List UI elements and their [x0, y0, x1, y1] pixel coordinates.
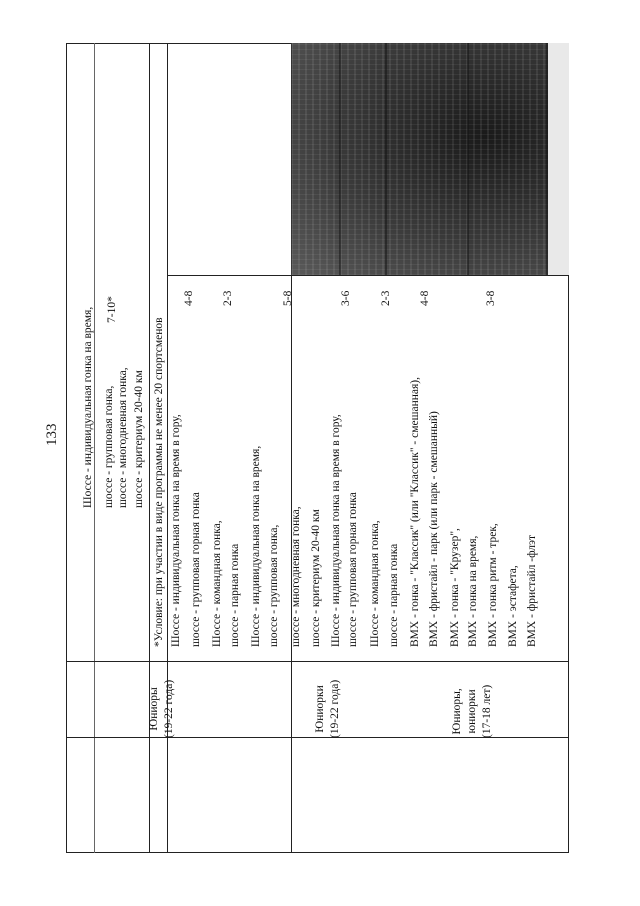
- table-cell-line: шоссе - групповая горная гонка: [190, 492, 202, 647]
- table-cell-line: ВМХ - фристайл -флэт: [526, 535, 538, 647]
- table-cell-value: 2-3: [222, 290, 234, 306]
- category-line: Юниоры: [148, 687, 160, 731]
- table-cell-line: Шоссе - индивидуальная гонка на время,: [250, 445, 262, 647]
- table-cell-line: шоссе - многодневная гонка,: [117, 367, 129, 508]
- category-line: Юниоры,: [451, 688, 463, 735]
- category-line: Юниорки: [314, 685, 326, 733]
- scan-grid-lines: [291, 43, 569, 275]
- table-cell-value: 7-10*: [106, 296, 118, 323]
- table-divider: [406, 275, 569, 276]
- table-cell-line: шоссе - многодневная гонка,: [290, 506, 302, 647]
- table-cell-value: 3-8: [485, 290, 497, 306]
- table-cell-line: Шоссе - индивидуальная гонка на время,: [82, 306, 94, 508]
- category-label: [147, 680, 177, 738]
- category-line: (19-22 года): [163, 679, 175, 738]
- table-cell-line: ВМХ - эстафета,: [507, 565, 519, 647]
- table-cell-line: ВМХ - фристайл - парк (или парк - смешанный): [428, 411, 440, 647]
- table-cell-line: Шоссе - индивидуальная гонка на время в гору,: [170, 414, 182, 647]
- table-cell-line: ВМХ - гонка на время,: [467, 535, 479, 647]
- table-cell-line: шоссе - групповая горная гонка: [347, 492, 359, 647]
- table-divider: [207, 275, 291, 276]
- table-cell-line: шоссе - групповая гонка,: [268, 524, 280, 647]
- table-cell-line: ВМХ - гонка - "Крузер",: [449, 528, 461, 647]
- table-cell-line: шоссе - критериум 20-40 км: [310, 509, 322, 647]
- table-cell-line: шоссе - критериум 20-40 км: [133, 370, 145, 508]
- table-cell-line: ВМХ - гонка ритм - трек,: [487, 523, 499, 647]
- table-cell-line: ВМХ - гонка - "Классик" (или "Классик" - смешанная),: [409, 377, 421, 647]
- table-cell-value: 5-8: [282, 290, 294, 306]
- table-cell-value: 4-8: [419, 290, 431, 306]
- table-divider: [66, 661, 569, 662]
- category-label: [313, 680, 343, 738]
- scan-artifact: [291, 43, 569, 275]
- table-cell-value: 2-3: [380, 290, 392, 306]
- table-cell-line: шоссе - групповая гонка,: [103, 385, 115, 508]
- table-cell-line: шоссе - парная гонка: [388, 543, 400, 647]
- table-cell-line: Шоссе - командная гонка,: [211, 520, 223, 647]
- category-line: юниорки: [466, 689, 478, 734]
- page-number: 133: [44, 423, 60, 446]
- table-cell-line: Шоссе - индивидуальная гонка на время в гору,: [330, 414, 342, 647]
- table-note: *Условие: при участии в виде программы не менее 20 спортсменов: [153, 317, 165, 647]
- table-cell-line: шоссе - парная гонка: [229, 543, 241, 647]
- category-line: (17-18 лет): [481, 684, 493, 738]
- table-cell-line: Шоссе - командная гонка,: [369, 520, 381, 647]
- category-label: [450, 685, 495, 738]
- table-cell-value: 4-8: [183, 290, 195, 306]
- category-line: (19-22 года): [329, 679, 341, 738]
- table-cell-value: 3-6: [340, 290, 352, 306]
- scan-edge-strip: [548, 43, 569, 275]
